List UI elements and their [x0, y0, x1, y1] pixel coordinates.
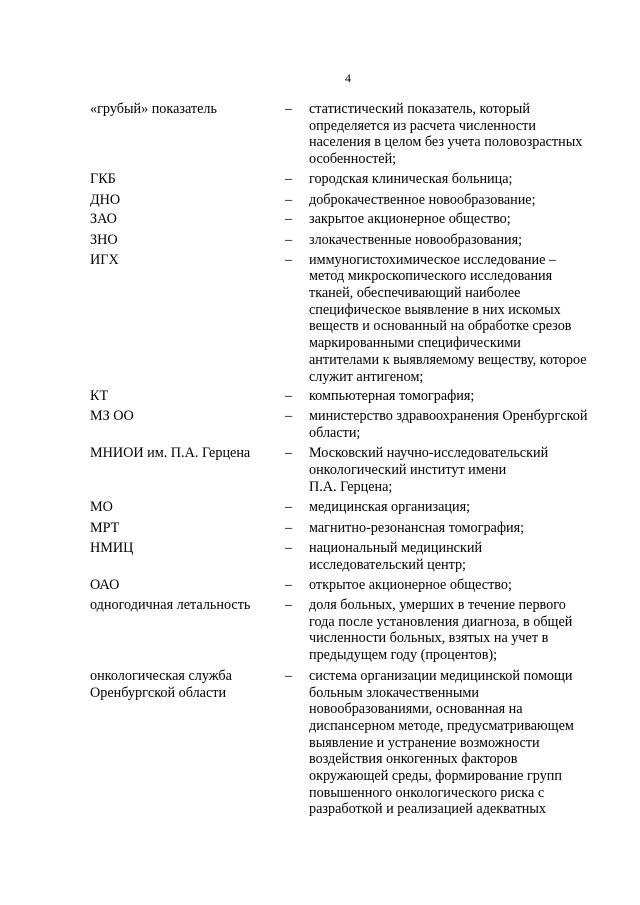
glossary-definition-line: доброкачественное новообразование; — [309, 191, 536, 208]
glossary-definition — [309, 408, 610, 441]
glossary-definition-line: Московский научно-исследовательский — [309, 445, 549, 462]
glossary-definition-line: медицинская организация; — [309, 499, 471, 516]
glossary-term-line: ДНО — [90, 191, 121, 208]
glossary-definition-line: тканей, обеспечивающий наиболее — [309, 285, 521, 302]
glossary-term-line: ЗАО — [90, 211, 117, 228]
glossary-entry — [90, 520, 610, 537]
glossary-definition — [309, 232, 610, 249]
glossary-dash: – — [285, 539, 293, 556]
glossary-dash: – — [285, 170, 293, 187]
glossary-term — [90, 577, 285, 594]
abbreviations-glossary — [90, 101, 610, 818]
glossary-definition — [309, 445, 610, 495]
glossary-term — [90, 445, 285, 495]
glossary-term — [90, 499, 285, 516]
glossary-entry — [90, 232, 610, 249]
glossary-definition-line: больным злокачественными — [309, 684, 479, 701]
glossary-term-line: МЗ ОО — [90, 407, 134, 424]
glossary-definition-line: доля больных, умерших в течение первого — [309, 596, 566, 613]
glossary-term-line: ЗНО — [90, 231, 118, 248]
glossary-entry — [90, 388, 610, 405]
glossary-definition — [309, 597, 610, 664]
glossary-dash: – — [285, 667, 293, 684]
glossary-term-line: КТ — [90, 388, 109, 405]
glossary-definition-line: воздействия онкогенных факторов — [309, 751, 518, 768]
glossary-definition-line: злокачественные новообразования; — [309, 231, 523, 248]
glossary-definition-line: статистический показатель, который — [309, 101, 530, 117]
glossary-term — [90, 192, 285, 209]
glossary-definition-line: исследовательский центр; — [309, 556, 466, 573]
glossary-term — [90, 388, 285, 405]
glossary-definition — [309, 499, 610, 516]
glossary-definition-line: министерство здравоохранения Оренбургской — [309, 407, 588, 424]
glossary-entry — [90, 171, 610, 188]
glossary-entry — [90, 192, 610, 209]
glossary-dash: – — [285, 407, 293, 424]
glossary-term — [90, 171, 285, 188]
glossary-term — [90, 101, 285, 168]
glossary-definition-line: маркированными специфическими — [309, 335, 521, 352]
glossary-entry — [90, 101, 610, 168]
glossary-entry — [90, 252, 610, 386]
glossary-term — [90, 232, 285, 249]
glossary-definition-line: метод микроскопического исследования — [309, 268, 553, 285]
glossary-definition-line: национальный медицинский — [309, 539, 483, 556]
glossary-entry — [90, 577, 610, 594]
glossary-definition — [309, 252, 610, 386]
glossary-term — [90, 597, 285, 664]
glossary-definition-line: иммуногистохимическое исследование – — [309, 251, 557, 268]
glossary-entry — [90, 540, 610, 573]
glossary-dash: – — [285, 191, 293, 208]
glossary-term-line: одногодичная летальность — [90, 596, 251, 613]
glossary-definition-line: года после установления диагноза, в общей — [309, 613, 573, 630]
glossary-entry — [90, 668, 610, 818]
glossary-definition — [309, 668, 610, 818]
glossary-term — [90, 668, 285, 818]
glossary-term-line: НМИЦ — [90, 539, 134, 556]
glossary-definition-line: окружающей среды, формирование групп — [309, 768, 562, 785]
glossary-dash: – — [285, 101, 293, 117]
glossary-definition-line: П.А. Герцена; — [309, 478, 393, 495]
glossary-definition — [309, 520, 610, 537]
glossary-definition — [309, 101, 610, 168]
glossary-term — [90, 520, 285, 537]
glossary-dash: – — [285, 499, 293, 516]
glossary-definition-line: повышенного онкологического риска с — [309, 784, 545, 801]
glossary-definition-line: населения в целом без учета половозрастных — [309, 134, 583, 151]
glossary-term-line: МРТ — [90, 520, 120, 537]
glossary-term — [90, 540, 285, 573]
glossary-definition-line: магнитно-резонансная томография; — [309, 520, 525, 537]
page-number: 4 — [345, 71, 351, 85]
glossary-dash: – — [285, 388, 293, 405]
glossary-term — [90, 408, 285, 441]
glossary-definition — [309, 577, 610, 594]
glossary-definition-line: численности больных, взятых на учет в — [309, 630, 549, 647]
glossary-definition-line: новообразованиями, основанная на — [309, 701, 523, 718]
glossary-entry — [90, 499, 610, 516]
glossary-entry — [90, 408, 610, 441]
glossary-definition-line: предыдущем году (процентов); — [309, 647, 498, 664]
glossary-definition-line: выявление и устранение возможности — [309, 734, 540, 751]
glossary-entry — [90, 445, 610, 495]
glossary-definition-line: система организации медицинской помощи — [309, 667, 573, 684]
glossary-term-line: «грубый» показатель — [90, 101, 217, 117]
glossary-dash: – — [285, 596, 293, 613]
glossary-definition — [309, 171, 610, 188]
glossary-definition-line: разработкой и реализацией адекватных — [309, 801, 547, 818]
glossary-definition-line: веществ и основанный на обработке срезов — [309, 318, 572, 335]
glossary-definition — [309, 192, 610, 209]
glossary-entry — [90, 211, 610, 228]
glossary-term-line: ГКБ — [90, 170, 116, 187]
glossary-term — [90, 252, 285, 386]
glossary-term-line: ИГХ — [90, 251, 119, 268]
glossary-definition-line: служит антигеном; — [309, 368, 424, 385]
glossary-definition-line: специфическое выявление в них искомых — [309, 301, 561, 318]
glossary-definition — [309, 211, 610, 228]
glossary-definition-line: закрытое акционерное общество; — [309, 211, 511, 228]
glossary-definition-line: определяется из расчета численности — [309, 117, 536, 134]
glossary-dash: – — [285, 211, 293, 228]
glossary-term-line: МО — [90, 499, 113, 516]
glossary-term-line: МНИОИ им. П.А. Герцена — [90, 445, 251, 462]
glossary-term-line: ОАО — [90, 577, 120, 594]
glossary-definition-line: открытое акционерное общество; — [309, 577, 512, 594]
glossary-dash: – — [285, 445, 293, 462]
glossary-definition — [309, 540, 610, 573]
glossary-definition-line: компьютерная томография; — [309, 388, 475, 405]
glossary-dash: – — [285, 520, 293, 537]
glossary-definition-line: особенностей; — [309, 151, 397, 168]
glossary-definition-line: антителами к выявляемому веществу, которое — [309, 351, 587, 368]
glossary-definition-line: онкологический институт имени — [309, 462, 507, 479]
glossary-definition-line: диспансерном методе, предусматривающем — [309, 717, 574, 734]
glossary-definition-line: городская клиническая больница; — [309, 170, 513, 187]
glossary-definition — [309, 388, 610, 405]
glossary-dash: – — [285, 577, 293, 594]
glossary-entry — [90, 597, 610, 664]
glossary-dash: – — [285, 231, 293, 248]
glossary-definition-line: области; — [309, 424, 361, 441]
glossary-dash: – — [285, 251, 293, 268]
glossary-term — [90, 211, 285, 228]
glossary-term-line: Оренбургской области — [90, 684, 227, 701]
glossary-term-line: онкологическая служба — [90, 667, 232, 684]
